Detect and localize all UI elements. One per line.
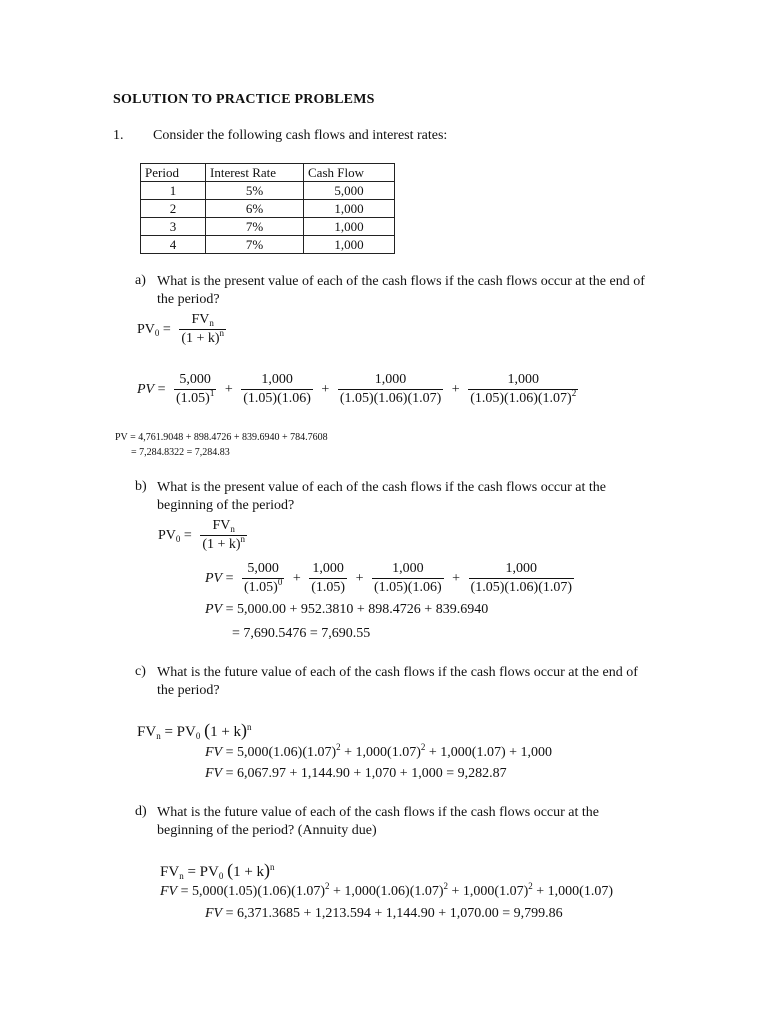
cell-period: 4 bbox=[141, 236, 206, 254]
cell-period: 2 bbox=[141, 200, 206, 218]
cell-rate: 7% bbox=[206, 218, 304, 236]
cash-flow-table bbox=[140, 163, 395, 254]
part-b-question: What is the present value of each of the cash flows if the cash flows occur at the beginning of the period? bbox=[157, 480, 606, 513]
cell-cash: 1,000 bbox=[304, 200, 395, 218]
table-row bbox=[141, 200, 395, 218]
cell-rate: 6% bbox=[206, 200, 304, 218]
header-cash-flow: Cash Flow bbox=[304, 164, 395, 182]
part-c-letter: c) bbox=[135, 664, 146, 679]
part-d-question: What is the future value of each of the cash flows if the cash flows occur at the beginning of the period? (Annuity due) bbox=[157, 805, 599, 838]
table-header-row bbox=[141, 164, 395, 182]
cell-period: 1 bbox=[141, 182, 206, 200]
problem-number: 1. bbox=[113, 128, 124, 143]
pv-formula-b: $PV_0$ = $\frac{FV_n}{(1 + k)^n}$ bbox=[158, 518, 246, 552]
part-d-letter: d) bbox=[135, 804, 147, 819]
part-a-letter: a) bbox=[135, 273, 146, 288]
part-a-question: What is the present value of each of the cash flows if the cash flows occur at the end of the period? bbox=[157, 274, 645, 307]
pv-result-b-line1: PV = 5,000.00 + 952.3810 + 898.4726 + 839.6940 bbox=[205, 602, 489, 617]
header-interest-rate: Interest Rate bbox=[206, 164, 304, 182]
fv-formula-c: $FV_n = PV_0$ $(1 + k)^n$ bbox=[137, 720, 252, 741]
pv-expression-a: PV = $\frac{5,000}{(1.05)^1}$ + $\frac{1,000}{(1.05)(1.06)}$ + $\frac{1,000}{(1.05)(1.06)(1.07)}$ + $\frac{1,000}{(1.05)(1.06)(1.07)^2}$ bbox=[137, 372, 577, 406]
cell-cash: 1,000 bbox=[304, 218, 395, 236]
problem-text: Consider the following cash flows and interest rates: bbox=[153, 128, 448, 143]
pv-expression-b: PV = $\frac{5,000}{(1.05)^0}$ + $\frac{1,000}{(1.05)}$ + $\frac{1,000}{(1.05)(1.06)}$ + $\frac{1,000}{(1.05)(1.06)(1.07)}$ bbox=[205, 561, 573, 595]
page-title: SOLUTION TO PRACTICE PROBLEMS bbox=[113, 92, 375, 107]
table-row bbox=[141, 218, 395, 236]
cell-period: 3 bbox=[141, 218, 206, 236]
pv-result-a-line1: PV = 4,761.9048 + 898.4726 + 839.6940 + 784.7608 bbox=[115, 432, 328, 443]
fv-expression-c: FV = $5,000(1.06)(1.07)^2 + 1,000(1.07)^2 + 1,000(1.07) + 1,000$ bbox=[205, 742, 553, 760]
pv-formula-a: $PV_0$ = $\frac{FV_n}{(1 + k)^n}$ bbox=[137, 312, 225, 346]
cell-rate: 7% bbox=[206, 236, 304, 254]
cell-cash: 5,000 bbox=[304, 182, 395, 200]
fv-result-d: FV = 6,371.3685 + 1,213.594 + 1,144.90 + 1,070.00 = 9,799.86 bbox=[205, 906, 563, 921]
table-row bbox=[141, 236, 395, 254]
part-b-letter: b) bbox=[135, 479, 147, 494]
fv-formula-d: $FV_n = PV_0$ $(1 + k)^n$ bbox=[160, 860, 275, 881]
cell-rate: 5% bbox=[206, 182, 304, 200]
fv-result-c: FV = 6,067.97 + 1,144.90 + 1,070 + 1,000 = 9,282.87 bbox=[205, 766, 507, 781]
header-period: Period bbox=[141, 164, 206, 182]
pv-result-a-line2: = 7,284.8322 = 7,284.83 bbox=[131, 447, 230, 458]
part-c-question: What is the future value of each of the cash flows if the cash flows occur at the end of the period? bbox=[157, 665, 638, 698]
pv-result-b-line2: = 7,690.5476 = 7,690.55 bbox=[232, 626, 371, 641]
table-row bbox=[141, 182, 395, 200]
fv-expression-d: FV = $5,000(1.05)(1.06)(1.07)^2 + 1,000(1.06)(1.07)^2 + 1,000(1.07)^2 + 1,000(1.07)$ bbox=[160, 881, 613, 899]
cell-cash: 1,000 bbox=[304, 236, 395, 254]
